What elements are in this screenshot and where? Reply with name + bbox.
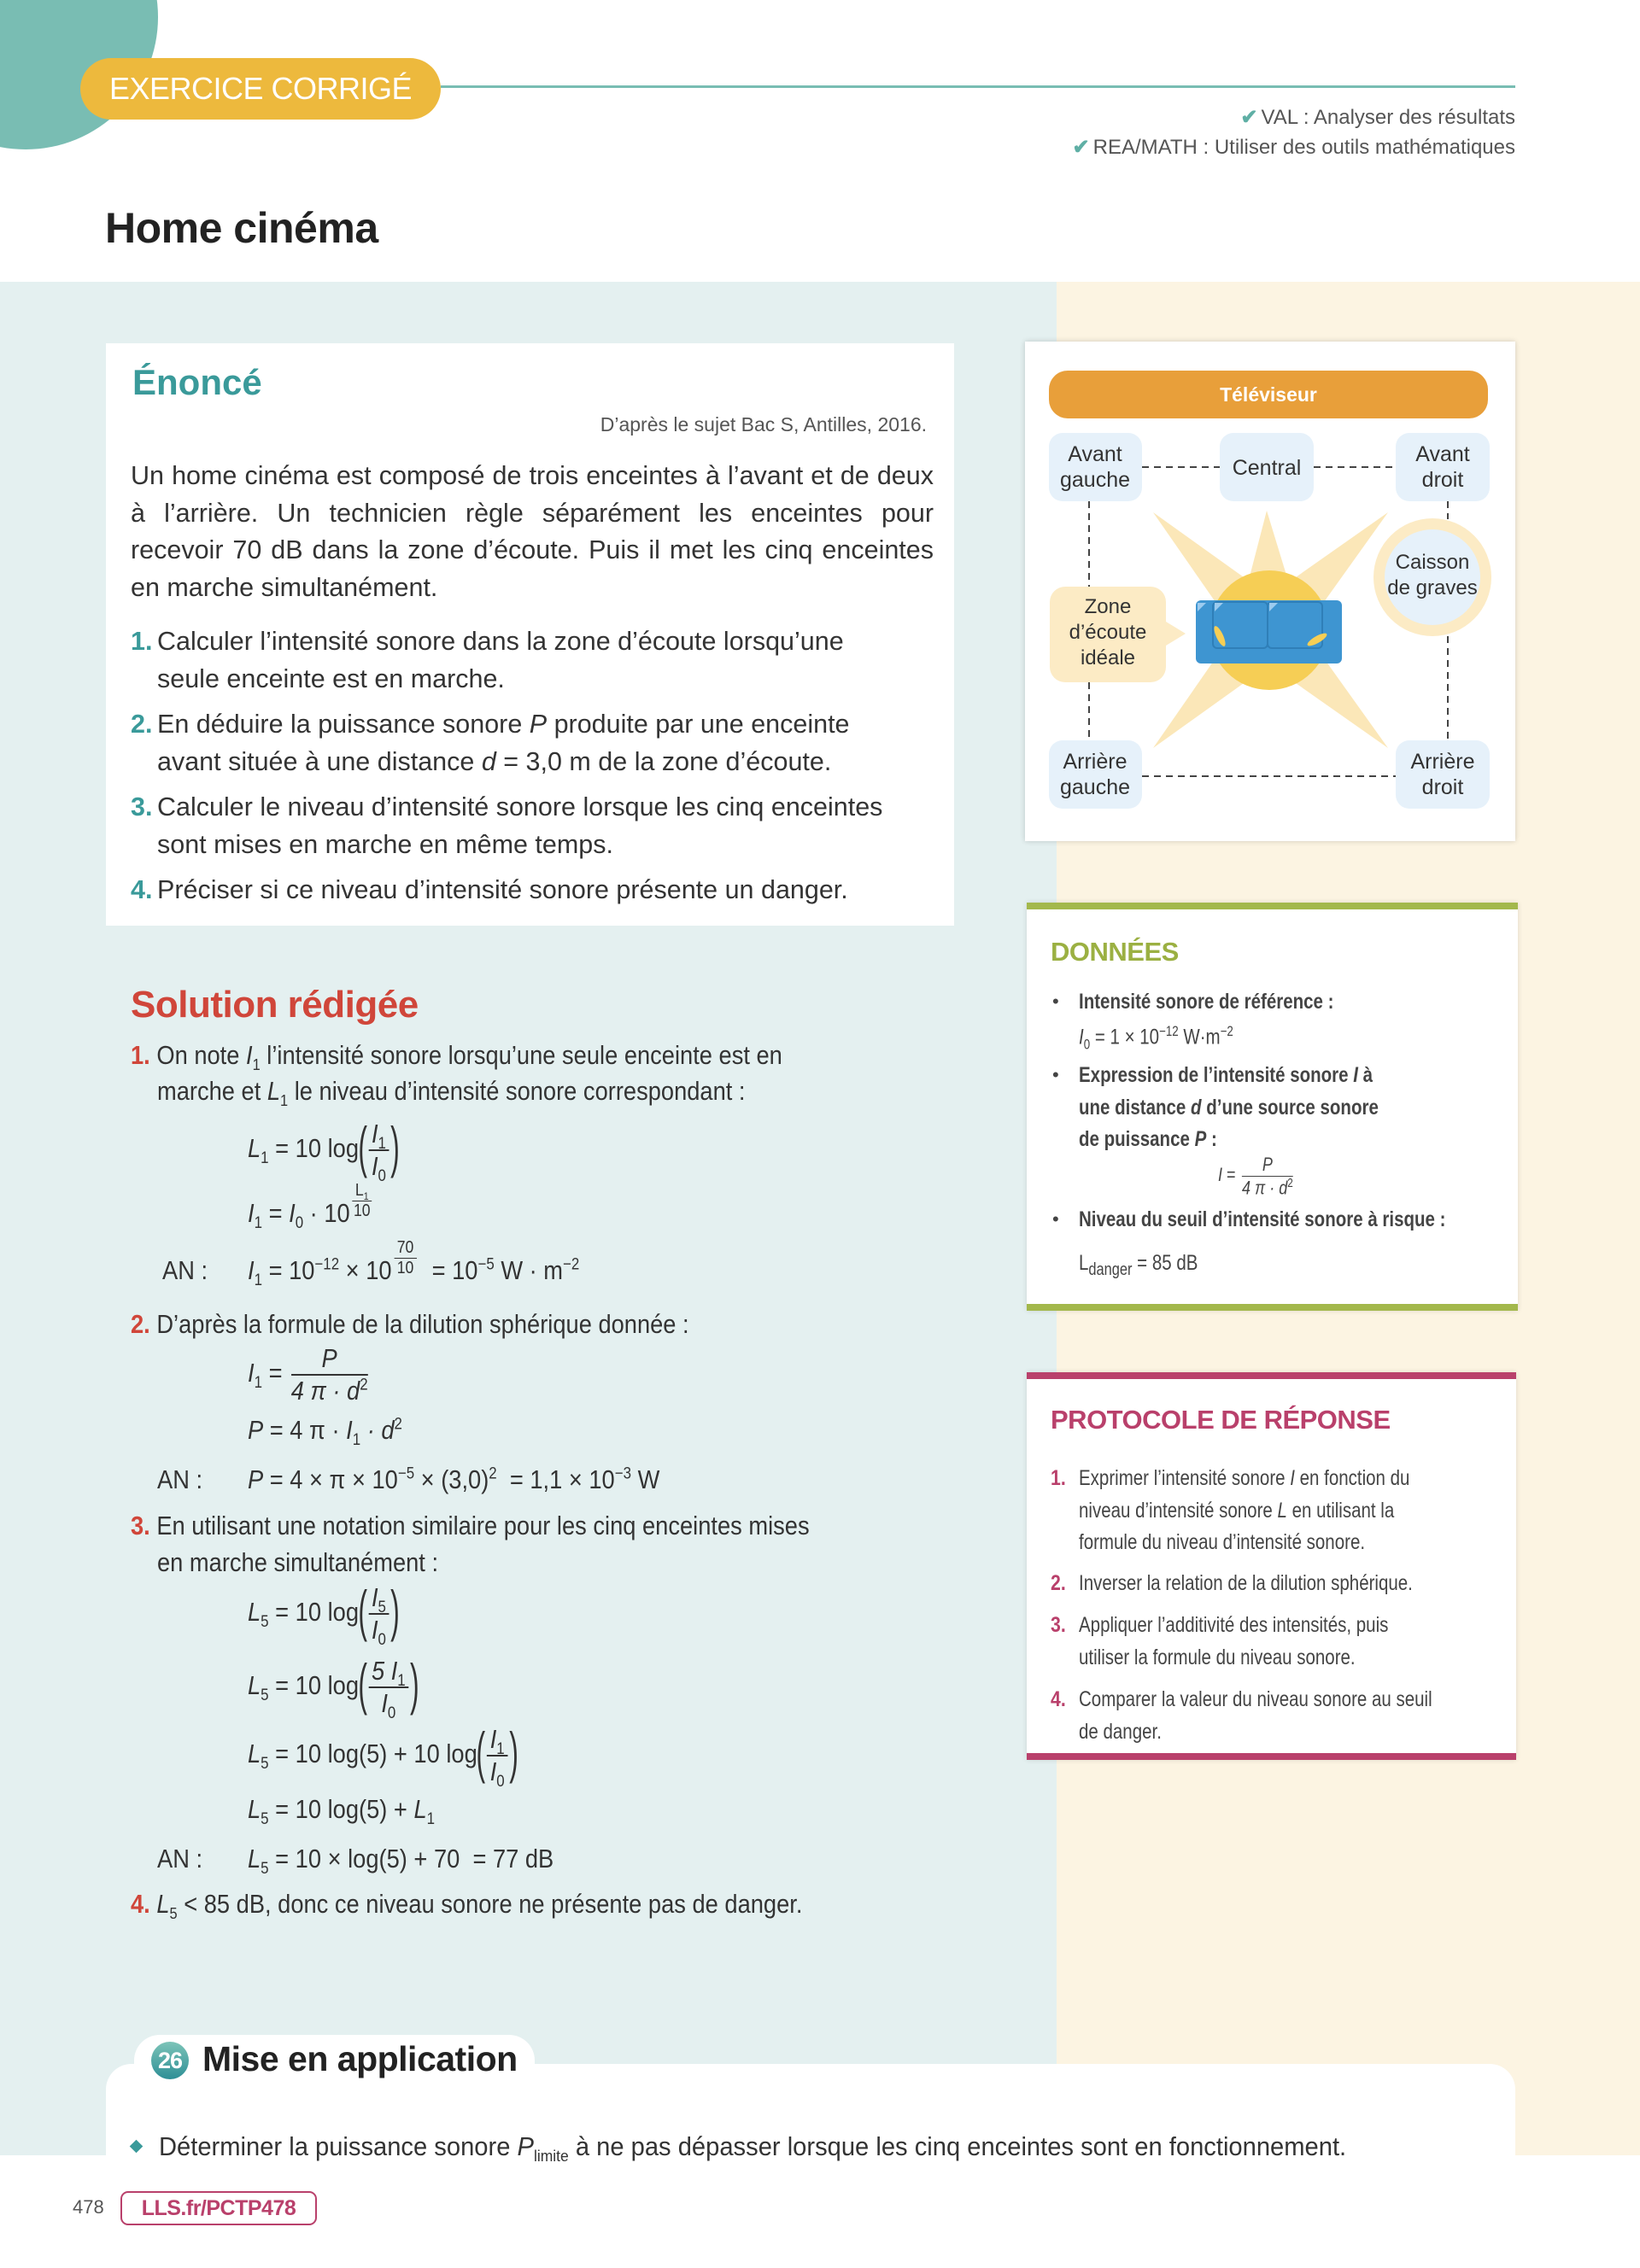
question-item	[131, 623, 929, 698]
formula-power-numeric	[248, 1461, 659, 1499]
solution-3-line-2: en marche simultanément :	[157, 1547, 439, 1577]
numerator	[487, 1724, 507, 1757]
intensity-formula	[1218, 1149, 1295, 1201]
solution-heading: Solution rédigée	[131, 984, 419, 1026]
speaker-label: gauche	[1059, 775, 1131, 799]
variable: L	[248, 1794, 261, 1824]
question-list	[131, 623, 929, 918]
solution-3-line-1	[131, 1507, 810, 1545]
exercise-number-badge: 26	[151, 2042, 189, 2079]
variable: L	[248, 1670, 261, 1700]
formula-I1-expression	[248, 1181, 374, 1233]
speaker-label: Central	[1232, 456, 1302, 480]
subscript: 1	[261, 1149, 269, 1168]
step-text: utiliser la formule du niveau sonore.	[1079, 1645, 1356, 1669]
bullet: •	[1052, 1064, 1059, 1085]
check-icon: ✔	[1240, 106, 1258, 129]
text-part: d’une source sonore	[1201, 1096, 1379, 1119]
operator: = 10 log(5) +	[268, 1794, 414, 1824]
variable: I	[1079, 1025, 1084, 1049]
subscript: 1	[254, 1214, 262, 1233]
result: = 77 dB	[460, 1844, 554, 1873]
formula-L1-definition	[248, 1110, 399, 1187]
question-text: Préciser si ce niveau d’intensité sonore présente un danger.	[157, 875, 848, 904]
text-part: en fonction du	[1294, 1466, 1410, 1490]
denominator	[368, 1614, 389, 1649]
variable: d	[481, 746, 496, 776]
step-number: 3.	[1051, 1613, 1066, 1637]
question-number: 1.	[131, 627, 153, 656]
zone-label: d’écoute	[1069, 621, 1147, 644]
numerator	[1242, 1154, 1293, 1176]
subscript: 5	[261, 1860, 269, 1879]
formula-I1-numeric	[248, 1238, 580, 1290]
fraction	[368, 1582, 389, 1649]
variable: L	[248, 1597, 261, 1627]
variable: 5 I	[371, 1656, 398, 1686]
text-part: niveau d’intensité sonore	[1079, 1499, 1278, 1523]
variable: I	[346, 1415, 353, 1445]
subscript: 0	[496, 1773, 505, 1791]
paren: (	[358, 1578, 367, 1642]
formula-spherical-dilution	[248, 1335, 370, 1412]
superscript: −12	[314, 1255, 340, 1274]
speaker-label: Avant	[1068, 442, 1122, 466]
an-label: AN :	[162, 1255, 208, 1285]
variable: I	[371, 1614, 378, 1645]
subscript: 1	[363, 1190, 369, 1202]
text-part: En utilisant une notation similaire pour les cinq enceintes mises	[156, 1511, 810, 1540]
subscript: 0	[378, 1631, 386, 1649]
subwoofer-label: de graves	[1387, 576, 1478, 599]
solution-1-line-1	[131, 1037, 782, 1074]
zone-label: Zone	[1084, 595, 1132, 618]
variable: P	[1262, 1154, 1273, 1176]
variable: L	[413, 1794, 427, 1824]
term: = 1 × 10	[1090, 1025, 1160, 1049]
text-part: D’après la formule de la dilution sphérique donnée :	[156, 1309, 689, 1339]
data-item-label: Intensité sonore de référence :	[1079, 990, 1334, 1014]
formula-L5-definition	[248, 1574, 399, 1651]
superscript: −3	[614, 1464, 632, 1483]
speaker-label: gauche	[1059, 468, 1131, 492]
superscript: 2	[394, 1415, 402, 1434]
subscript: 1	[426, 1810, 436, 1829]
numerator	[368, 1656, 408, 1691]
question-number: 4.	[131, 875, 153, 904]
superscript: −5	[477, 1255, 495, 1274]
solution-1-line-2	[157, 1073, 746, 1110]
step-text	[1079, 1495, 1394, 1526]
text-part: Expression de l’intensité sonore	[1079, 1063, 1354, 1087]
paren: )	[390, 1578, 400, 1642]
protocol-panel-title: PROTOCOLE DE RÉPONSE	[1051, 1405, 1391, 1435]
text-part: = 3,0 m de la zone d’écoute.	[495, 746, 832, 776]
speaker-label: Arrière	[1063, 750, 1128, 774]
numerator	[368, 1582, 389, 1615]
term: = 4 π ·	[263, 1415, 347, 1445]
subscript: 5	[261, 1686, 269, 1705]
solution-number: 4.	[131, 1889, 150, 1919]
speaker-label: Avant	[1415, 442, 1470, 466]
subwoofer-label: Caisson	[1395, 551, 1470, 574]
solution-number: 3.	[131, 1511, 150, 1540]
exponent-fraction	[352, 1181, 372, 1221]
solution-number: 1.	[131, 1040, 150, 1070]
variable: d	[1191, 1096, 1202, 1119]
variable: L	[248, 1133, 261, 1163]
bullet: •	[1052, 991, 1059, 1012]
data-item-label	[1079, 1060, 1373, 1090]
variable: I	[1353, 1063, 1358, 1087]
application-question	[159, 2128, 1346, 2175]
operator: =	[261, 1198, 290, 1228]
reference-intensity-formula	[1079, 1016, 1233, 1053]
fraction	[1242, 1154, 1293, 1198]
subscript: 0	[387, 1704, 396, 1722]
variable: P	[321, 1343, 337, 1374]
text-part: On note	[156, 1040, 246, 1070]
callout-pointer	[1166, 622, 1186, 646]
statement-heading: Énoncé	[132, 362, 262, 402]
unit: W·m	[1178, 1025, 1221, 1049]
formula-L5-numeric	[248, 1840, 554, 1878]
variable: I	[489, 1724, 497, 1755]
skill-item	[1073, 132, 1516, 162]
text-part: < 85 dB, donc ce niveau sonore ne présente pas de danger.	[177, 1889, 803, 1919]
variable: I	[1290, 1466, 1295, 1490]
variable: L	[156, 1889, 170, 1919]
question-text: Calculer l’intensité sonore dans la zone d’écoute lorsqu’une seule enceinte est en marche.	[157, 627, 844, 693]
subscript: 5	[169, 1904, 178, 1923]
variable: I	[381, 1687, 388, 1718]
denominator	[291, 1376, 368, 1406]
variable: I	[371, 1119, 378, 1149]
fraction	[368, 1119, 389, 1185]
step-text: formule du niveau d’intensité sonore.	[1079, 1530, 1366, 1554]
skill-label: VAL : Analyser des résultats	[1261, 106, 1515, 129]
subscript: 5	[261, 1613, 269, 1632]
question-item	[131, 872, 929, 909]
subscript: limite	[533, 2147, 569, 2166]
subscript: 0	[295, 1214, 304, 1233]
unit: W · m	[494, 1255, 564, 1285]
formula-L5-five-sources	[248, 1647, 419, 1724]
superscript: −5	[397, 1464, 415, 1483]
formula-L5-split	[248, 1716, 518, 1792]
subscript: 1	[397, 1672, 406, 1691]
subscript: 1	[254, 1374, 262, 1393]
denominator	[1242, 1177, 1293, 1199]
subscript: 1	[280, 1091, 289, 1110]
step-text	[1079, 1463, 1409, 1493]
variable: I	[245, 1040, 253, 1070]
variable: L	[248, 1844, 261, 1873]
text-part: une distance	[1079, 1096, 1192, 1119]
speaker-label: Arrière	[1410, 750, 1475, 774]
text-part: l’intensité sonore lorsqu’une seule enceinte est en	[260, 1040, 782, 1070]
question-number: 2.	[131, 710, 153, 739]
subscript: 5	[261, 1810, 269, 1829]
variable: I	[289, 1198, 296, 1228]
operator: = 10 log	[268, 1597, 360, 1627]
page-title: Home cinéma	[105, 204, 378, 252]
subscript: 0	[1083, 1037, 1091, 1053]
subscript: 5	[261, 1755, 269, 1774]
protocol-panel	[1027, 1372, 1516, 1760]
denominator	[368, 1150, 389, 1185]
skill-item	[1073, 102, 1516, 132]
variable: L	[354, 1181, 364, 1200]
operator: · 10	[303, 1198, 350, 1228]
denominator	[368, 1687, 408, 1722]
text-part: à ne pas dépasser lorsque les cinq enceintes sont en fonctionnement.	[568, 2131, 1347, 2161]
data-panel-title: DONNÉES	[1051, 937, 1179, 967]
numerator	[368, 1119, 389, 1154]
fraction	[487, 1724, 507, 1791]
term: = 4 × π × 10	[263, 1464, 398, 1494]
text-part: produite par une enceinte avant située à une distance	[157, 710, 850, 776]
result: = 1,1 × 10	[496, 1464, 615, 1494]
formula-power	[248, 1412, 402, 1449]
operator: = 10 log	[268, 1133, 360, 1163]
data-panel	[1027, 903, 1518, 1311]
statement-intro: Un home cinéma est composé de trois enceintes à l’avant et de deux à l’arrière. Un technicien règle séparément les enceintes pour recevoir 70 dB dans la zone d’écoute. Puis il met les cinq enceintes en marche simultanément.	[131, 461, 934, 602]
unit: W	[631, 1464, 660, 1494]
header-divider	[441, 85, 1515, 88]
term: × 10	[339, 1255, 392, 1285]
variable: L	[248, 1739, 261, 1768]
step-text: Inverser la relation de la dilution sphérique.	[1079, 1571, 1413, 1595]
text-part: en utilisant la	[1286, 1499, 1395, 1523]
question-text	[157, 706, 909, 780]
term: = 85 dB	[1132, 1251, 1198, 1275]
solution-4-line	[131, 1885, 802, 1923]
text-part: Exprimer l’intensité sonore	[1079, 1466, 1291, 1490]
paren: )	[409, 1651, 419, 1716]
subscript: 1	[252, 1055, 261, 1074]
step-text: de danger.	[1079, 1720, 1162, 1744]
subscript: 1	[378, 1135, 386, 1154]
result: = 10	[419, 1255, 478, 1285]
subscript: 0	[378, 1167, 386, 1185]
text-part: à	[1357, 1063, 1374, 1087]
step-text: Appliquer l’additivité des intensités, puis	[1079, 1613, 1389, 1637]
superscript: −12	[1159, 1024, 1179, 1039]
zone-label: idéale	[1080, 646, 1136, 669]
resource-link[interactable]: LLS.fr/PCTP478	[120, 2191, 317, 2225]
bullet: •	[1052, 1208, 1059, 1230]
numerator	[291, 1343, 368, 1376]
step-text: Comparer la valeur du niveau sonore au seuil	[1079, 1687, 1432, 1711]
solution-2-line	[131, 1306, 689, 1343]
subscript: 1	[496, 1740, 505, 1759]
operator: = 10 log	[268, 1670, 360, 1700]
denominator: 10	[396, 1259, 414, 1277]
variable: I	[371, 1582, 378, 1613]
paren: (	[358, 1651, 367, 1716]
application-title: Mise en application	[202, 2039, 518, 2078]
operator: =	[1222, 1164, 1240, 1185]
superscript: 2	[1287, 1176, 1293, 1190]
variable: I	[1218, 1164, 1223, 1185]
formula-L5-simplified	[248, 1791, 435, 1828]
operator: = 10 × log(5) + 70	[268, 1844, 460, 1873]
paren: )	[508, 1720, 518, 1784]
skills-list	[1073, 102, 1516, 162]
data-item-label: Niveau du seuil d’intensité sonore à risque :	[1079, 1207, 1446, 1231]
variable: I	[248, 1358, 255, 1388]
operator: = 10 log(5) + 10 log	[268, 1739, 477, 1768]
question-item	[131, 789, 929, 863]
data-item-label	[1079, 1092, 1379, 1123]
variable: L	[1277, 1499, 1287, 1523]
paren: (	[358, 1114, 367, 1178]
speaker-label: droit	[1421, 775, 1464, 799]
text-part: marche et	[157, 1076, 267, 1106]
term: 4 π · d	[290, 1375, 360, 1406]
paren: (	[476, 1720, 486, 1784]
text-part: le niveau d’intensité sonore correspondant :	[288, 1076, 746, 1106]
speaker-label: droit	[1421, 468, 1464, 492]
term: 4 π · d	[1242, 1176, 1288, 1198]
tv-label: Téléviseur	[1220, 383, 1317, 406]
text-part: En déduire la puissance sonore	[157, 710, 530, 739]
variable: P	[529, 710, 548, 739]
an-label: AN :	[157, 1844, 203, 1873]
variable: P	[248, 1464, 264, 1494]
solution-number: 2.	[131, 1309, 150, 1339]
term: · d	[360, 1415, 395, 1445]
variable: P	[1194, 1127, 1207, 1151]
superscript: 2	[489, 1464, 497, 1483]
data-item-label	[1079, 1124, 1217, 1154]
danger-threshold-formula	[1079, 1248, 1198, 1278]
paren: )	[390, 1114, 400, 1178]
check-icon: ✔	[1072, 136, 1090, 159]
term: × (3,0)	[414, 1464, 489, 1494]
subscript: 5	[378, 1599, 386, 1617]
statement-card	[106, 343, 954, 926]
superscript: 2	[360, 1376, 368, 1394]
question-item	[131, 706, 929, 780]
step-number: 4.	[1051, 1687, 1066, 1711]
exercise-badge: EXERCICE CORRIGÉ	[80, 58, 441, 120]
variable: L	[266, 1076, 281, 1106]
step-number: 2.	[1051, 1571, 1066, 1595]
skill-label: REA/MATH : Utiliser des outils mathématiques	[1092, 136, 1515, 159]
variable: I	[248, 1198, 255, 1228]
text-part: :	[1206, 1127, 1217, 1151]
an-label: AN :	[157, 1464, 203, 1494]
superscript: −2	[1220, 1024, 1233, 1039]
variable: P	[248, 1415, 264, 1445]
text-part: Déterminer la puissance sonore	[159, 2131, 518, 2161]
variable: I	[371, 1150, 378, 1181]
home-cinema-diagram	[1025, 342, 1515, 841]
question-text: Calculer le niveau d’intensité sonore lorsque les cinq enceintes sont mises en marche en même temps.	[157, 792, 883, 859]
text-part: de puissance	[1079, 1127, 1195, 1151]
fraction	[368, 1656, 408, 1722]
question-number: 3.	[131, 792, 153, 821]
subscript: danger	[1088, 1260, 1133, 1279]
page-number: 478	[73, 2196, 104, 2218]
fraction	[291, 1343, 368, 1406]
variable: L	[1079, 1251, 1089, 1275]
numerator	[352, 1181, 372, 1201]
sofa-icon	[1196, 600, 1342, 663]
subscript: 1	[254, 1271, 262, 1290]
diagram-svg	[1025, 342, 1515, 841]
superscript: −2	[563, 1255, 580, 1274]
statement-source: D’après le sujet Bac S, Antilles, 2016.	[600, 413, 927, 435]
variable: I	[248, 1255, 255, 1285]
exponent-fraction	[394, 1238, 417, 1278]
variable: P	[517, 2131, 534, 2161]
operator: =	[261, 1358, 290, 1388]
denominator	[487, 1756, 507, 1791]
term: = 10	[261, 1255, 315, 1285]
step-number: 1.	[1051, 1466, 1066, 1490]
variable: I	[489, 1756, 497, 1786]
denominator: 10	[353, 1201, 371, 1220]
subscript: 1	[352, 1431, 361, 1450]
numerator: 70	[394, 1238, 417, 1259]
